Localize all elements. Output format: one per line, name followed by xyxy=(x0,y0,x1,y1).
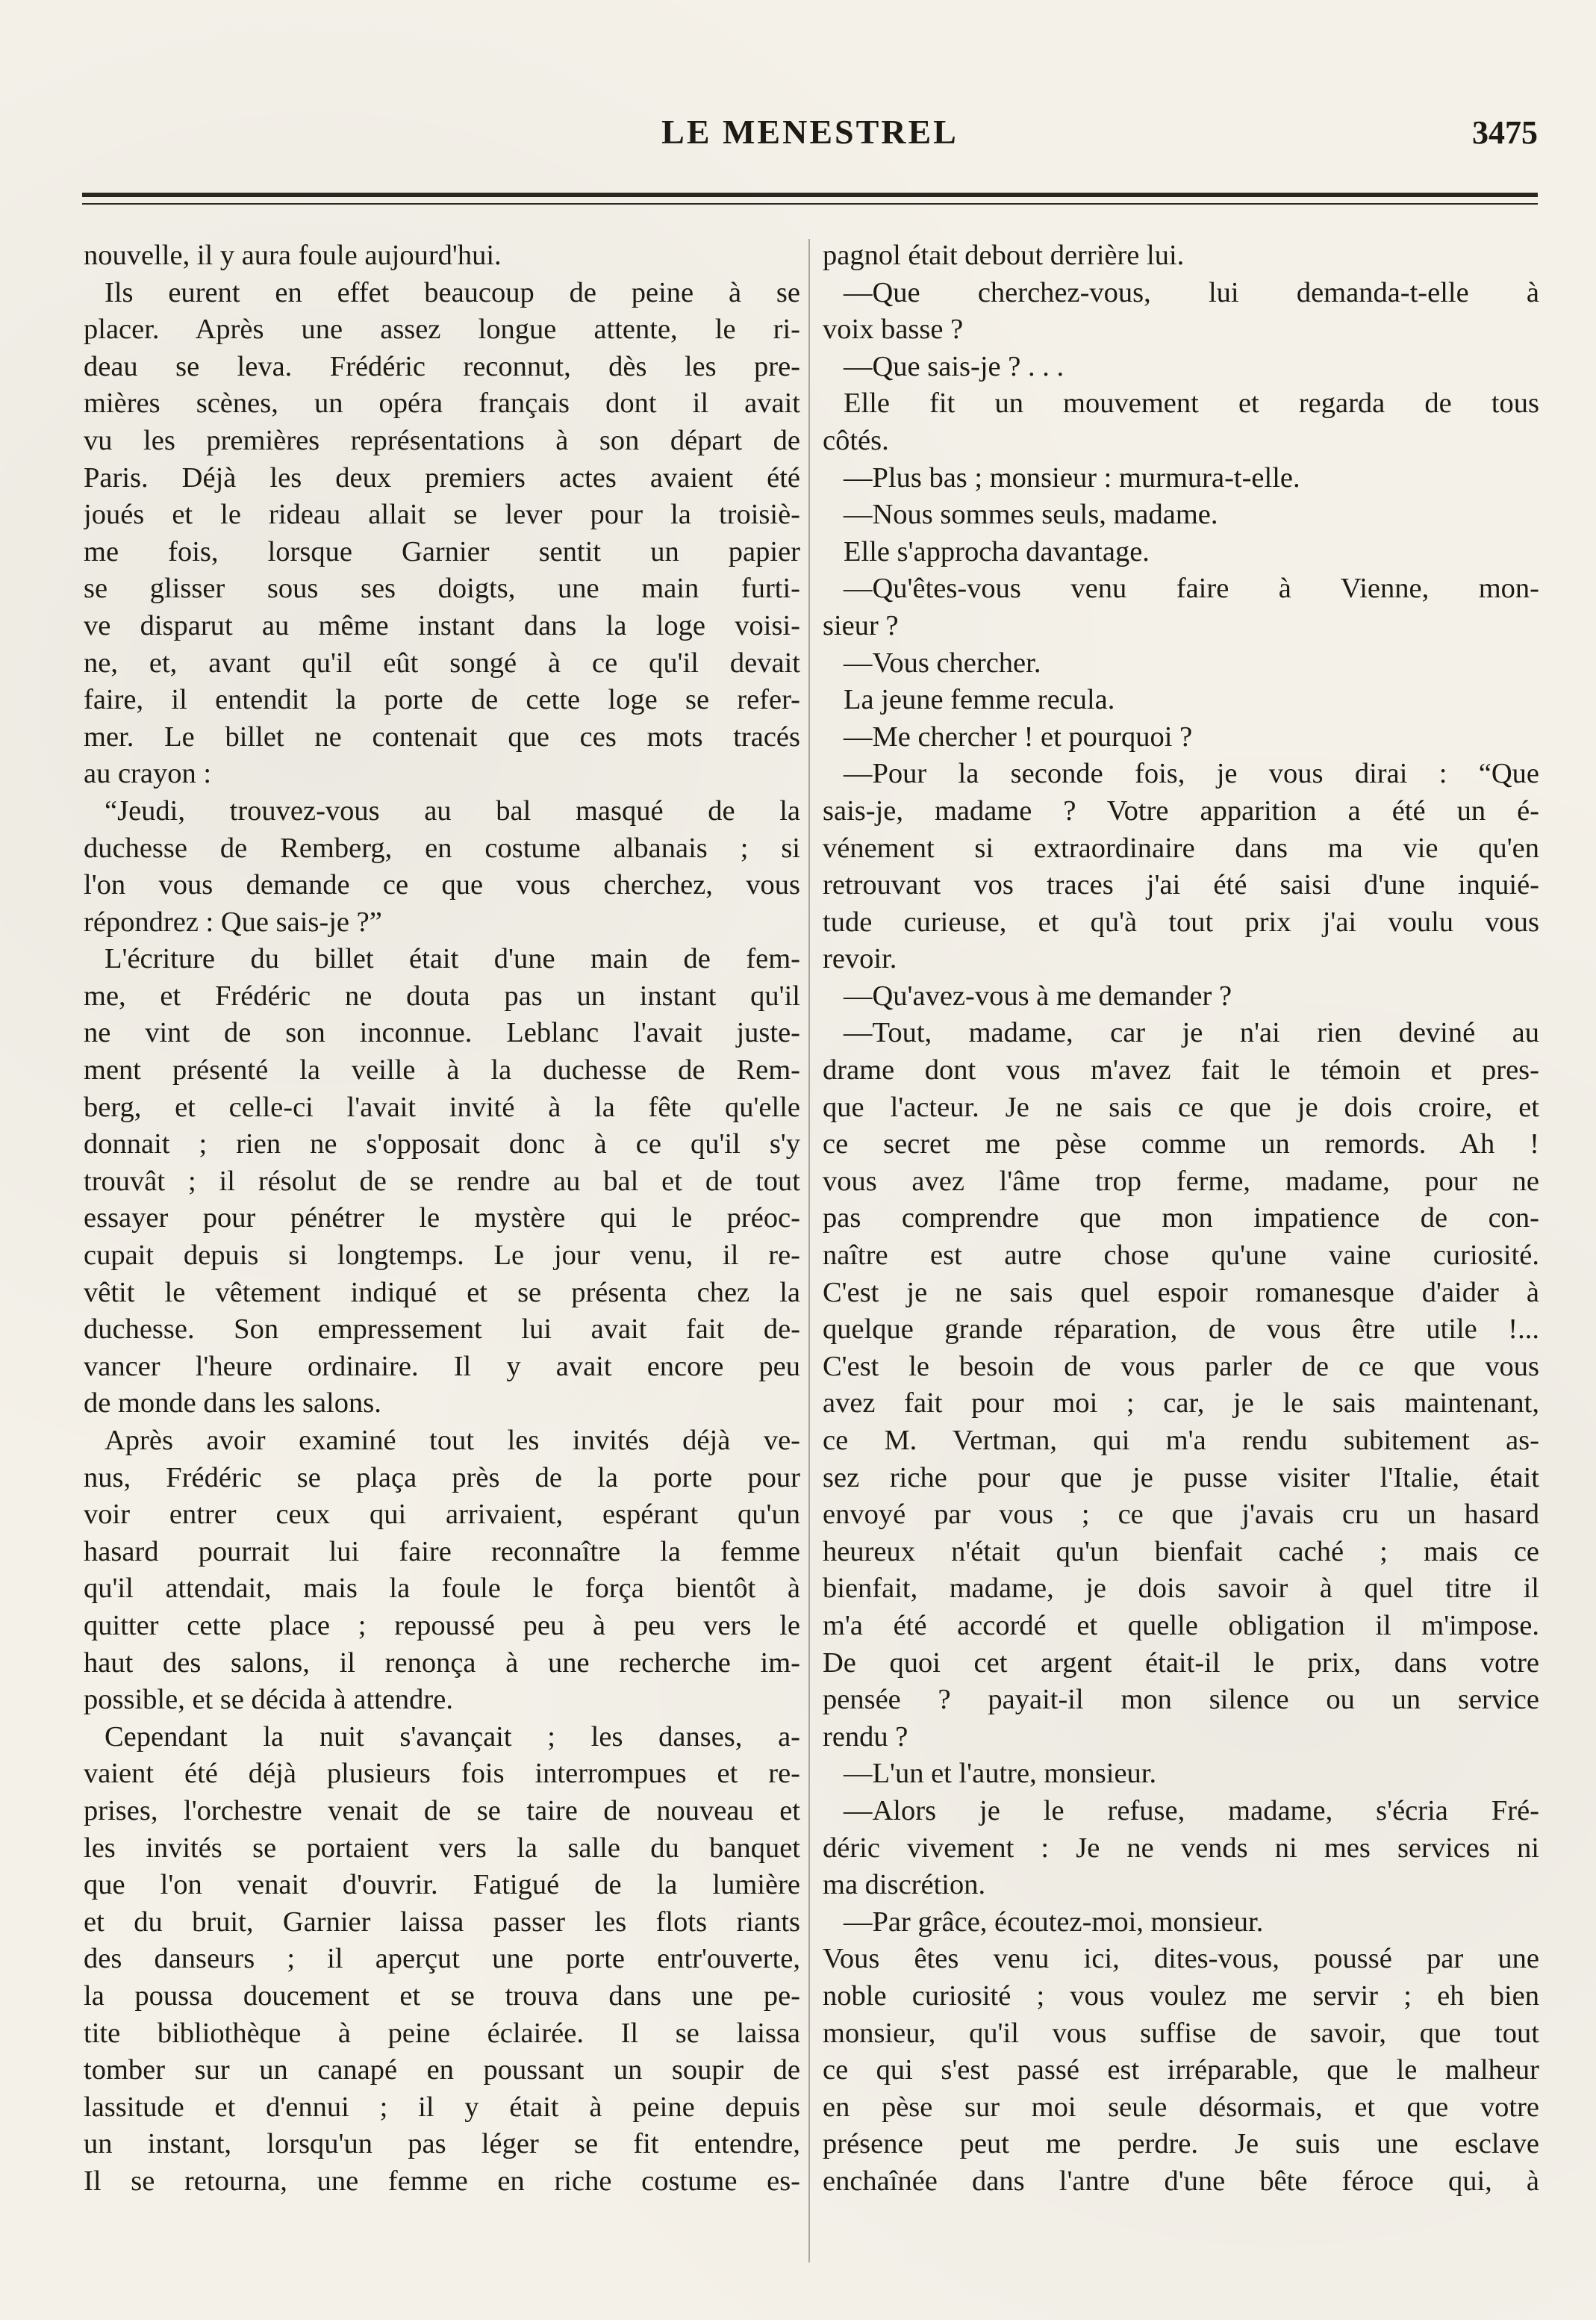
text-line: La jeune femme recula. xyxy=(844,684,1115,716)
text-line: —Qu'êtes-vous venu faire à Vienne, mon- xyxy=(844,573,1539,605)
text-line: un instant, lorsqu'un pas léger se fit entendre, xyxy=(84,2128,800,2160)
text-line: bienfait, madame, je dois savoir à quel titre il xyxy=(823,1573,1539,1605)
text-line: Elle s'approcha davantage. xyxy=(844,535,1150,567)
text-line: vu les premières représentations à son départ de xyxy=(84,424,800,456)
column-divider xyxy=(808,239,810,2263)
text-line: ce M. Vertman, qui m'a rendu subitement as- xyxy=(823,1425,1539,1456)
text-line: se glisser sous ses doigts, une main furti- xyxy=(84,573,800,605)
text-line: sez riche pour que je pusse visiter l'Italie, était xyxy=(823,1461,1539,1493)
text-line: L'écriture du billet était d'une main de fem- xyxy=(105,943,800,975)
text-line: ne vint de son inconnue. Leblanc l'avait juste- xyxy=(84,1017,800,1049)
text-line: quelque grande réparation, de vous être utile !... xyxy=(823,1313,1539,1346)
text-line: monsieur, qu'il vous suffise de savoir, que tout xyxy=(823,2017,1539,2049)
text-line: tomber sur un canapé en poussant un soupir de xyxy=(84,2054,800,2086)
text-line: ne, et, avant qu'il eût songé à ce qu'il devait xyxy=(84,647,800,679)
text-line: —Par grâce, écoutez-moi, monsieur. xyxy=(844,1906,1264,1938)
text-line: De quoi cet argent était-il le prix, dans votre xyxy=(823,1646,1539,1679)
text-line: ve disparut au même instant dans la loge voisi- xyxy=(84,609,800,641)
text-line: en pèse sur moi seule désormais, et que votre xyxy=(823,2091,1539,2123)
text-line: côtés. xyxy=(823,424,889,456)
text-line: Cependant la nuit s'avançait ; les danses, a- xyxy=(105,1720,800,1753)
text-line: tude curieuse, et qu'à tout prix j'ai voulu vous xyxy=(823,906,1539,938)
text-line: “Jeudi, trouvez-vous au bal masqué de la xyxy=(105,794,800,827)
text-line: sais-je, madame ? Votre apparition a été un é- xyxy=(823,794,1539,827)
text-line: des danseurs ; il aperçut une porte entr'ouverte, xyxy=(84,1943,800,1975)
text-line: C'est je ne sais quel espoir romanesque d'aider à xyxy=(823,1276,1539,1308)
text-line: possible, et se décida à attendre. xyxy=(84,1684,453,1716)
text-line: —Pour la seconde fois, je vous dirai : “Que xyxy=(844,758,1539,790)
text-line: —Qu'avez-vous à me demander ? xyxy=(844,980,1232,1012)
text-line: Il se retourna, une femme en riche costume es- xyxy=(84,2165,800,2197)
text-line: naître est autre chose qu'une vaine curiosité. xyxy=(823,1240,1539,1272)
header-rule-thin xyxy=(82,203,1538,205)
page-header xyxy=(82,112,1538,164)
text-line: —Que cherchez-vous, lui demanda-t-elle à xyxy=(844,276,1539,308)
text-line: au crayon : xyxy=(84,758,212,790)
text-line: vancer l'heure ordinaire. Il y avait encore peu xyxy=(84,1350,800,1382)
text-line: placer. Après une assez longue attente, le ri- xyxy=(84,314,800,346)
text-line: ce secret me pèse comme un remords. Ah ! xyxy=(823,1128,1539,1160)
text-line: présence peut me perdre. Je suis une esclave xyxy=(823,2128,1539,2160)
text-line: haut des salons, il renonça à une recherche im- xyxy=(84,1646,800,1679)
text-line: —Tout, madame, car je n'ai rien deviné au xyxy=(844,1017,1539,1049)
text-line: heureux n'était qu'un bienfait caché ; mais ce xyxy=(823,1535,1539,1567)
text-line: noble curiosité ; vous voulez me servir ; eh bien xyxy=(823,1980,1539,2012)
text-line: ment présenté la veille à la duchesse de Rem- xyxy=(84,1054,800,1086)
text-line: C'est le besoin de vous parler de ce que vous xyxy=(823,1350,1539,1382)
text-line: —Nous sommes seuls, madame. xyxy=(844,499,1218,531)
text-line: berg, et celle-ci l'avait invité à la fête qu'elle xyxy=(84,1091,800,1123)
text-line: —Me chercher ! et pourquoi ? xyxy=(844,721,1193,753)
text-line: pas comprendre que mon impatience de con- xyxy=(823,1202,1539,1234)
left-text-column xyxy=(84,237,800,2200)
text-line: —Alors je le refuse, madame, s'écria Fré- xyxy=(844,1794,1539,1826)
text-line: Après avoir examiné tout les invités déjà ve- xyxy=(105,1425,800,1456)
text-line: hasard pourrait lui faire reconnaître la femme xyxy=(84,1535,800,1567)
header-rule-thick xyxy=(82,193,1538,197)
text-line: —Plus bas ; monsieur : murmura-t-elle. xyxy=(844,461,1300,494)
text-line: ma discrétion. xyxy=(823,1869,986,1901)
text-line: sieur ? xyxy=(823,609,899,641)
text-line: rendu ? xyxy=(823,1720,908,1753)
text-line: me, et Frédéric ne douta pas un instant qu'il xyxy=(84,980,800,1012)
page-number: 3475 xyxy=(1472,114,1538,151)
text-line: revoir. xyxy=(823,943,897,975)
text-line: répondrez : Que sais-je ?” xyxy=(84,906,382,938)
text-line: Paris. Déjà les deux premiers actes avaient été xyxy=(84,461,800,494)
text-line: —L'un et l'autre, monsieur. xyxy=(844,1758,1157,1790)
text-line: trouvât ; il résolut de se rendre au bal et de tout xyxy=(84,1165,800,1197)
text-line: nus, Frédéric se plaça près de la porte pour xyxy=(84,1461,800,1493)
text-line: —Vous chercher. xyxy=(844,647,1041,679)
text-line: l'on vous demande ce que vous cherchez, vous xyxy=(84,869,800,901)
text-line: Elle fit un mouvement et regarda de tous xyxy=(844,388,1539,420)
text-line: enchaînée dans l'antre d'une bête féroce qui, à xyxy=(823,2165,1539,2197)
text-line: vous avez l'âme trop ferme, madame, pour ne xyxy=(823,1165,1539,1197)
text-line: prises, l'orchestre venait de se taire de nouveau et xyxy=(84,1794,800,1826)
text-line: voir entrer ceux qui arrivaient, espérant qu'un xyxy=(84,1499,800,1531)
text-line: vêtit le vêtement indiqué et se présenta chez la xyxy=(84,1276,800,1308)
text-line: déric vivement : Je ne vends ni mes services ni xyxy=(823,1832,1539,1864)
text-line: vaient été déjà plusieurs fois interrompues et re- xyxy=(84,1758,800,1790)
text-line: qu'il attendait, mais la foule le força bientôt à xyxy=(84,1573,800,1605)
text-line: joués et le rideau allait se lever pour la troisiè- xyxy=(84,499,800,531)
text-line: de monde dans les salons. xyxy=(84,1387,381,1419)
text-line: Vous êtes venu ici, dites-vous, poussé par une xyxy=(823,1943,1539,1975)
text-line: lassitude et d'ennui ; il y était à peine depuis xyxy=(84,2091,800,2123)
masthead-title: LE MENESTREL xyxy=(661,113,958,151)
text-line: faire, il entendit la porte de cette loge se refer- xyxy=(84,684,800,716)
text-line: Ils eurent en effet beaucoup de peine à se xyxy=(105,276,800,308)
text-line: mières scènes, un opéra français dont il avait xyxy=(84,388,800,420)
text-line: —Que sais-je ? . . . xyxy=(844,350,1064,382)
text-line: les invités se portaient vers la salle du banquet xyxy=(84,1832,800,1864)
text-line: ce qui s'est passé est irréparable, que le malheur xyxy=(823,2054,1539,2086)
text-line: duchesse. Son empressement lui avait fait de- xyxy=(84,1313,800,1346)
text-line: cupait depuis si longtemps. Le jour venu, il re- xyxy=(84,1240,800,1272)
text-line: essayer pour pénétrer le mystère qui le préoc- xyxy=(84,1202,800,1234)
text-line: donnait ; rien ne s'opposait donc à ce qu'il s'y xyxy=(84,1128,800,1160)
text-line: la poussa doucement et se trouva dans une pe- xyxy=(84,1980,800,2012)
text-line: tite bibliothèque à peine éclairée. Il se laissa xyxy=(84,2017,800,2049)
text-line: pagnol était debout derrière lui. xyxy=(823,240,1185,271)
text-line: nouvelle, il y aura foule aujourd'hui. xyxy=(84,240,502,271)
text-line: deau se leva. Frédéric reconnut, dès les pre- xyxy=(84,350,800,382)
text-line: mer. Le billet ne contenait que ces mots tracés xyxy=(84,721,800,753)
text-line: et du bruit, Garnier laissa passer les flots riants xyxy=(84,1906,800,1938)
text-line: m'a été accordé et quelle obligation il m'impose. xyxy=(823,1609,1539,1641)
text-line: retrouvant vos traces j'ai été saisi d'une inquié- xyxy=(823,869,1539,901)
text-line: me fois, lorsque Garnier sentit un papier xyxy=(84,535,800,567)
text-line: que l'on venait d'ouvrir. Fatigué de la lumière xyxy=(84,1869,800,1901)
text-line: voix basse ? xyxy=(823,314,964,346)
text-line: drame dont vous m'avez fait le témoin et pres- xyxy=(823,1054,1539,1086)
text-line: avez fait pour moi ; car, je le sais maintenant, xyxy=(823,1387,1539,1419)
text-line: pensée ? payait-il mon silence ou un service xyxy=(823,1684,1539,1716)
text-line: envoyé par vous ; ce que j'avais cru un hasard xyxy=(823,1499,1539,1531)
right-text-column xyxy=(823,237,1539,2200)
text-line: vénement si extraordinaire dans ma vie qu'en xyxy=(823,832,1539,864)
text-line: quitter cette place ; repoussé peu à peu vers le xyxy=(84,1609,800,1641)
text-line: que l'acteur. Je ne sais ce que je dois croire, et xyxy=(823,1091,1539,1123)
text-line: duchesse de Remberg, en costume albanais ; si xyxy=(84,832,800,864)
